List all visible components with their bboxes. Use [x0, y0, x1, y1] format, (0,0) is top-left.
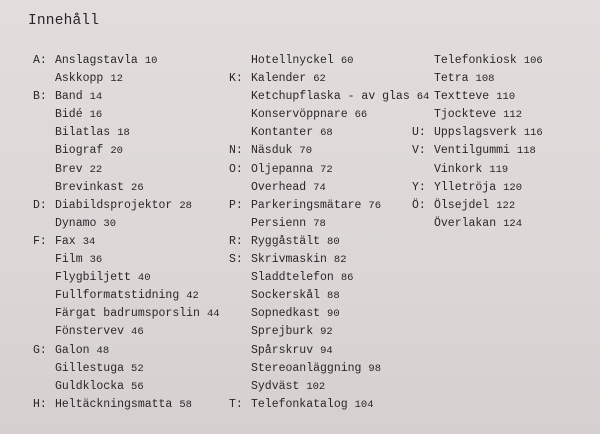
page-number: 94 — [320, 344, 333, 357]
entry-title — [55, 179, 144, 197]
entry-word: Overhead — [251, 180, 307, 194]
entry-word: Biograf — [55, 144, 104, 158]
entry-word: Bilatlas — [55, 126, 111, 140]
entry-word: Guldklocka — [55, 379, 125, 393]
entry-title — [251, 251, 347, 269]
entry-title — [251, 287, 340, 305]
page-number: 110 — [496, 91, 516, 104]
page-number: 12 — [110, 73, 123, 86]
section-letter: H: — [33, 397, 47, 411]
page-number: 26 — [131, 181, 144, 194]
entry-word: Färgat badrumsporslin — [55, 307, 200, 321]
entry-word: Flygbiljett — [55, 271, 131, 285]
entry-title — [251, 323, 333, 341]
section-letter: Ö: — [412, 198, 426, 212]
entry-word: Skrivmaskin — [251, 253, 327, 267]
entry-word: Brev — [55, 162, 83, 176]
entry-title — [55, 161, 102, 179]
page-number: 102 — [306, 380, 326, 393]
page-number: 46 — [131, 326, 144, 339]
entry-word: Kontanter — [251, 126, 314, 140]
entry-word: Vinkork — [434, 162, 483, 176]
entry-title — [434, 52, 543, 70]
page-number: 98 — [368, 362, 382, 375]
page-number: 120 — [503, 181, 523, 194]
entry-word: Sprejburk — [251, 325, 314, 339]
page-number: 64 — [416, 91, 430, 104]
entry-title — [251, 269, 353, 287]
entry-title — [55, 269, 151, 287]
entry-word: Fullformatstidning — [55, 289, 180, 303]
entry-title — [434, 106, 522, 124]
entry-title — [55, 360, 144, 378]
page-number: 82 — [333, 254, 347, 267]
page-number: 14 — [89, 91, 103, 104]
page-number: 70 — [299, 145, 313, 158]
entry-title — [55, 287, 199, 305]
entry-title — [55, 124, 130, 142]
entry-title — [251, 142, 312, 160]
entry-title — [251, 197, 381, 215]
entry-word: Ylletröja — [434, 180, 497, 194]
entry-word: Hotellnyckel — [251, 54, 334, 67]
entry-title — [251, 378, 325, 396]
entry-title — [55, 197, 192, 215]
page-number: 86 — [340, 272, 354, 285]
entry-title — [434, 142, 536, 160]
entry-title — [434, 70, 494, 88]
entry-title — [55, 233, 95, 251]
page-number: 68 — [320, 127, 333, 140]
entry-title — [251, 106, 367, 124]
page-number: 74 — [313, 181, 326, 194]
entry-word: Fönstervev — [55, 325, 125, 339]
section-letter: T: — [229, 397, 243, 411]
entry-title — [251, 360, 381, 378]
entry-word: Diabildsprojektor — [55, 198, 173, 212]
entry-word: Konservöppnare — [251, 108, 348, 122]
entry-title — [251, 52, 353, 70]
page-number: 60 — [340, 55, 354, 67]
entry-title — [434, 197, 515, 215]
page-number: 116 — [523, 127, 543, 140]
page-number: 10 — [144, 55, 158, 67]
section-letter: D: — [33, 198, 47, 212]
entry-title — [55, 215, 116, 233]
page-number: 108 — [475, 73, 495, 86]
page-number: 78 — [313, 217, 326, 230]
entry-word: Dynamo — [55, 216, 97, 230]
section-letter: S: — [229, 253, 243, 267]
page-number: 92 — [320, 326, 333, 339]
entry-title — [434, 179, 522, 197]
entry-word: Gillestuga — [55, 361, 125, 375]
entry-title — [55, 342, 109, 360]
page-number: 28 — [179, 199, 192, 212]
page-number: 88 — [327, 290, 340, 303]
entry-word: Sydväst — [251, 379, 300, 393]
section-letter: F: — [33, 234, 47, 248]
entry-word: Askkopp — [55, 72, 104, 86]
entry-word: Överlakan — [434, 216, 497, 230]
entry-title — [434, 88, 515, 106]
entry-word: Näsduk — [251, 144, 293, 158]
section-letter: B: — [33, 90, 47, 104]
entry-title — [251, 70, 326, 88]
entry-word: Film — [55, 253, 83, 267]
entry-word: Tjockteve — [434, 108, 497, 122]
page-number: 66 — [354, 109, 368, 122]
entry-word: Ketchupflaska - av glas — [251, 90, 410, 104]
page-number: 62 — [313, 73, 326, 86]
page-number: 42 — [186, 290, 199, 303]
entry-word: Heltäckningsmatta — [55, 397, 173, 411]
entry-title — [55, 251, 102, 269]
entry-title — [55, 70, 123, 88]
page-number: 18 — [117, 127, 130, 140]
page-number: 80 — [327, 235, 340, 248]
entry-title — [251, 215, 326, 233]
entry-word: Persienn — [251, 216, 307, 230]
page-number: 104 — [354, 398, 374, 411]
entry-title — [251, 124, 333, 142]
page-number: 44 — [206, 308, 220, 321]
entry-title — [251, 342, 333, 360]
page-number: 119 — [489, 163, 509, 176]
entry-word: Sockerskål — [251, 289, 321, 303]
page-number: 58 — [179, 398, 192, 411]
entry-title — [251, 161, 333, 179]
page-number: 72 — [320, 163, 333, 176]
page-number: 48 — [96, 344, 110, 357]
page-number: 124 — [503, 217, 523, 230]
entry-word: Fax — [55, 234, 76, 248]
section-letter: A: — [33, 54, 47, 67]
entry-title — [251, 233, 340, 251]
entry-word: Sopnedkast — [251, 307, 321, 321]
page-number: 106 — [523, 55, 543, 67]
entry-title — [434, 215, 522, 233]
section-letter: U: — [412, 126, 426, 140]
entry-word: Tetra — [434, 72, 469, 86]
page-number: 30 — [103, 217, 117, 230]
section-letter: K: — [229, 72, 243, 86]
entry-title — [55, 305, 220, 323]
entry-title — [251, 88, 429, 106]
entry-word: Ventilgummi — [434, 144, 510, 158]
entry-title — [55, 323, 144, 341]
entry-word: Telefonkatalog — [251, 397, 348, 411]
page-number: 76 — [368, 199, 382, 212]
section-letter: N: — [229, 144, 243, 158]
page-number: 20 — [110, 145, 123, 158]
entry-word: Brevinkast — [55, 180, 125, 194]
entry-word: Textteve — [434, 90, 490, 104]
entry-title — [251, 396, 374, 414]
page-number: 122 — [496, 199, 516, 212]
entry-title — [55, 142, 123, 160]
entry-title — [55, 52, 157, 70]
entry-word: Band — [55, 90, 83, 104]
page-number: 52 — [131, 362, 144, 375]
entry-word: Bidé — [55, 108, 83, 122]
entry-word: Spårskruv — [251, 343, 314, 357]
page-number: 90 — [327, 308, 340, 321]
page-title: Innehåll — [28, 13, 100, 29]
entry-title — [251, 179, 326, 197]
entry-word: Galon — [55, 343, 90, 357]
page-number: 16 — [89, 109, 103, 122]
page-number: 34 — [82, 235, 96, 248]
entry-word: Telefonkiosk — [434, 54, 517, 67]
page-number: 118 — [516, 145, 536, 158]
entry-title — [434, 161, 508, 179]
section-letter: G: — [33, 343, 47, 357]
entry-word: Anslagstavla — [55, 54, 138, 67]
entry-word: Parkeringsmätare — [251, 198, 362, 212]
page-number: 56 — [131, 380, 144, 393]
entry-word: Oljepanna — [251, 162, 314, 176]
entry-word: Sladdtelefon — [251, 271, 334, 285]
section-letter: Y: — [412, 180, 426, 194]
entry-word: Kalender — [251, 72, 307, 86]
page-number: 112 — [503, 109, 523, 122]
entry-title — [55, 396, 192, 414]
section-letter: R: — [229, 234, 243, 248]
entry-title — [434, 124, 543, 142]
entry-title — [55, 378, 144, 396]
entry-word: Uppslagsverk — [434, 126, 517, 140]
section-letter: V: — [412, 144, 426, 158]
entry-title — [55, 106, 102, 124]
entry-word: Stereoanläggning — [251, 361, 362, 375]
entry-word: Ölsejdel — [434, 198, 490, 212]
page-number: 36 — [89, 254, 103, 267]
section-letter: O: — [229, 162, 243, 176]
entry-word: Ryggåstält — [251, 234, 321, 248]
page-number: 22 — [89, 163, 103, 176]
entry-title — [251, 305, 340, 323]
entry-title — [55, 88, 102, 106]
section-letter: P: — [229, 198, 243, 212]
page-number: 40 — [137, 272, 151, 285]
